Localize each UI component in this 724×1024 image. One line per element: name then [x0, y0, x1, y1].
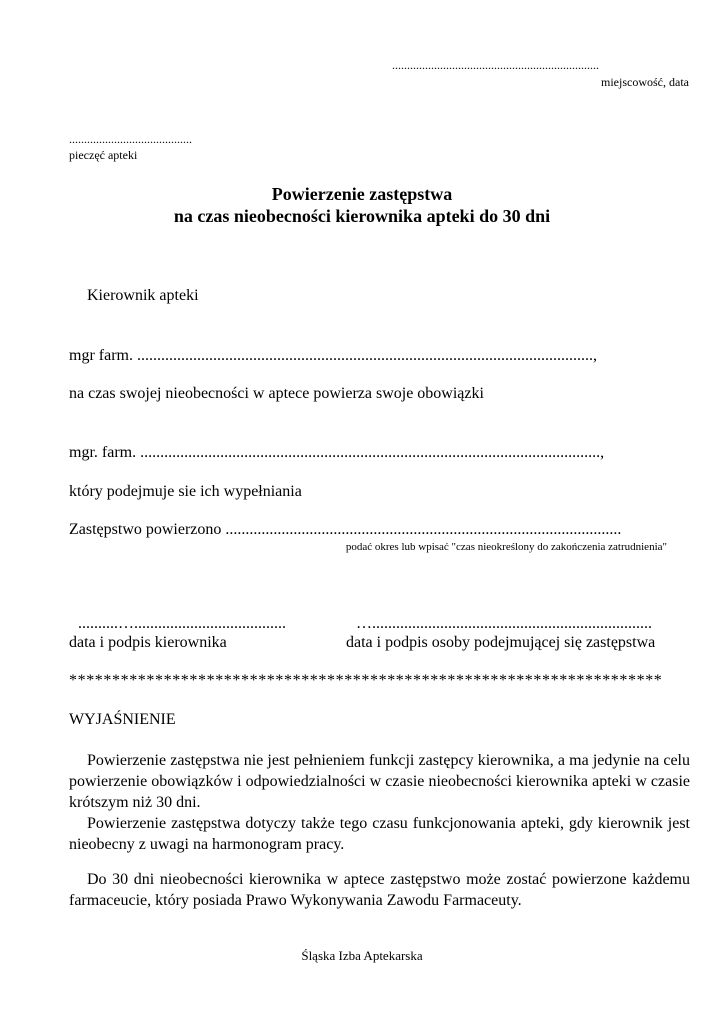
explanation-paragraph-2: Powierzenie zastępstwa dotyczy także tego czasu funkcjonowania apteki, gdy kierownik jest nieobecny z uwagi na harmonogram pracy. [69, 815, 690, 853]
date-dots[interactable]: ..................................................................... [392, 58, 599, 72]
manager-signature-field[interactable]: ..........…...................................... [78, 615, 286, 632]
deputy-signature-label: data i podpis osoby podejmującej się zastępstwa [346, 634, 656, 651]
manager-heading: Kierownik apteki [87, 287, 199, 304]
document-title-line1: Powierzenie zastępstwa [271, 184, 453, 204]
manager-signature-label: data i podpis kierownika [69, 634, 227, 651]
explanation-heading: WYJAŚNIENIE [69, 711, 176, 728]
deputy-name-field[interactable]: mgr. farm. ..................................................................................................................., [69, 444, 605, 461]
document-title-line2: na czas nieobecności kierownika apteki do 30 dni [173, 206, 551, 226]
footer-organization: Śląska Izba Aptekarska [301, 948, 423, 963]
explanation-paragraph-1: Powierzenie zastępstwa nie jest pełnieniem funkcji zastępcy kierownika, a ma jedynie na celu powierzenie obowiązków i odpowiedzialności w czasie nieobecności kierownika apteki w czasie krótszym niż 30 dni. [69, 752, 690, 811]
entrust-text: na czas swojej nieobecności w aptece powierza swoje obowiązki [69, 385, 484, 402]
stamp-dots[interactable]: ......................................... [69, 132, 192, 146]
explanation-paragraph-3: Do 30 dni nieobecności kierownika w aptece zastępstwo może zostać powierzone każdemu farmaceucie, który posiada Prawo Wykonywania Zawodu Farmaceuty. [69, 871, 690, 909]
deputy-signature-field[interactable]: …...................................................................... [356, 615, 652, 632]
period-hint: podać okres lub wpisać "czas nieokreślony do zakończenia zatrudnienia" [345, 541, 667, 553]
separator-line: ********************************************************************* [69, 672, 663, 689]
accepts-text: który podejmuje sie ich wypełniania [69, 483, 302, 500]
stamp-label: pieczęć apteki [69, 148, 138, 162]
date-label: miejscowość, data [601, 75, 689, 89]
period-field[interactable]: Zastępstwo powierzono ................................................................................................... [69, 521, 622, 538]
manager-name-field[interactable]: mgr farm. .................................................................................................................., [69, 347, 597, 364]
